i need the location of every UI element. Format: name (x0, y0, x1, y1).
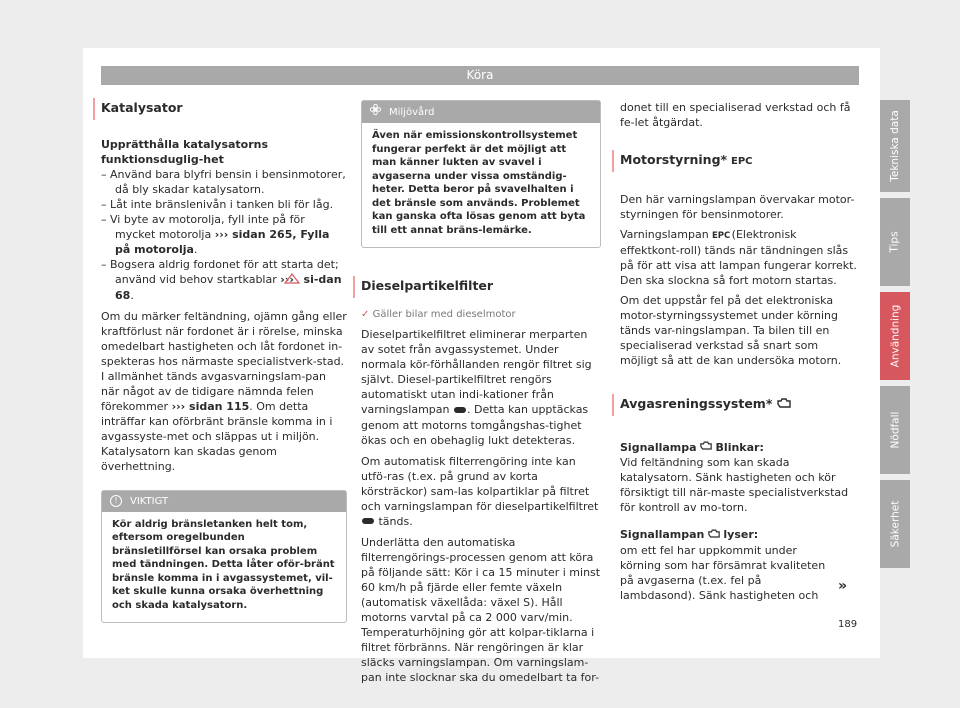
section-title-motor: Motorstyrning* EPC (620, 152, 858, 176)
paragraph: Underlätta den automatiska filterrengörings-processen genom att köra på följande sätt: Kör i ca 15 minuter i minst 60 km/h på fjärde eller femte växeln (automatisk växellåda: växel S). Håll motorns varvtal på ca 2 000 varv/min. Temperaturhöjning gör att kolpar-tiklarna i filtret förbränns. När rengöringen är klar släcks varningslampan. Om varningslam-pan inte slocknar ska du omedelbart ta for- (361, 536, 601, 684)
bullet-list (101, 167, 347, 303)
page-link[interactable]: ››› sidan 265, Fylla på motorolja (115, 228, 330, 256)
particle-filter-icon (361, 514, 375, 529)
tab-tips[interactable]: Tips (880, 198, 910, 286)
page-link[interactable]: ››› si-dan 68 (115, 273, 342, 302)
paragraph: om ett fel har uppkommit under körning som har försämrat kvaliteten på avgaserna (t.ex. fel på lambdasond). Sänk hastigheten och (620, 543, 826, 602)
environment-box (361, 100, 601, 248)
list-item: – Vi byte av motorolja, fyll inte på för mycket motorolja ››› sidan 265, Fylla på motorolja. (101, 212, 347, 257)
list-item: – Låt inte bränslenivån i tanken bli för låg. (101, 197, 347, 212)
paragraph: Om du märker feltändning, ojämn gång eller kraftförlust när fordonet är i rörelse, minska omedelbart hastigheten och låt fordonet in-spekteras hos närmaste specialistverk-stad. I allmänhet tänds avgasvarningslam-pan när något av de tidigare nämnda felen förekommer ››› sidan 115. Om detta inträffar kan oförbränt bränsle komma in i avgassyste-met och släppas ut i miljön. Katalysatorn kan skadas genom överhettning. (101, 309, 347, 473)
environment-box-text: Även när emissionskontrollsystemet fungerar perfekt är det möjligt att man känner lukten av svavel i avgaserna under vissa omständig-heter. Detta beror på svavelhalten i det bränsle som används. Problemet kan ganska ofta lösas genom att byta till ett annat bräns-lemärke. (372, 130, 586, 236)
signal-heading: Signallampan lyser: (620, 528, 759, 541)
column-katalysator (101, 100, 347, 623)
page-header: Köra (101, 66, 859, 85)
svg-text:EPC: EPC (731, 156, 753, 167)
tab-nodfall[interactable]: Nödfall (880, 386, 910, 474)
epc-icon (731, 153, 753, 168)
warning-box (101, 490, 347, 624)
engine-icon (777, 397, 791, 412)
warning-triangle-icon (298, 273, 300, 288)
paragraph: Varningslampan EPC (Elektronisk effektkont-roll) tänds när tändningen slås på för att visa att lampan fungerar korrekt. Den ska slockna så fort motorn startas. (620, 228, 857, 287)
environment-box-header: Miljövård (362, 101, 600, 123)
section-title-katalysator: Katalysator (101, 100, 347, 123)
list-item: – Använd bara blyfri bensin i bensinmotorer, då bly skadar katalysatorn. (101, 167, 347, 197)
page-number: 189 (838, 619, 858, 630)
continue-arrow: » (838, 578, 848, 594)
tab-anvandning[interactable]: Användning (880, 292, 910, 380)
particle-filter-icon (453, 403, 467, 418)
engine-icon (708, 528, 720, 543)
section-title-diesel: Dieselpartikelfilter (361, 278, 601, 301)
column-diesel (361, 100, 601, 685)
column-motor (620, 100, 858, 603)
info-circle-icon: ! (110, 495, 122, 507)
tab-tekniska-data[interactable]: Tekniska data (880, 100, 910, 192)
lead-heading: Upprätthålla katalysatorns funktionsduglig-het (101, 138, 269, 166)
page-link[interactable]: ››› sidan 115 (171, 399, 250, 413)
signal-heading: Signallampa Blinkar: (620, 440, 764, 454)
list-item: – Bogsera aldrig fordonet för att starta det; använd vid behov startkablar ››› si-dan 68. (101, 257, 347, 303)
svg-text:EPC: EPC (712, 230, 731, 241)
paragraph: Dieselpartikelfiltret eliminerar merparten av sotet från avgassystemet. Under normala kör-förhållanden rengör filtret sig självt. Diesel-partikelfiltret rengörs automatiskt utan indi-kationer från varningslampan . Detta kan upptäckas genom att motorns tomgångshas-tighet ökas och en obehaglig lukt detekteras. (361, 328, 592, 447)
epc-icon (712, 228, 731, 243)
tab-sakerhet[interactable]: Säkerhet (880, 480, 910, 568)
paragraph: Om automatisk filterrengöring inte kan utfö-ras (t.ex. på grund av korta körsträckor) sam-las kolpartiklar på filtret och varningslampan för dieselpartikelfiltret tänds. (361, 454, 599, 528)
applies-note: ✓ Gäller bilar med dieselmotor (361, 309, 516, 320)
engine-icon (700, 440, 712, 455)
flower-icon (370, 104, 381, 120)
warning-box-header: ! VIKTIGT (102, 491, 346, 512)
paragraph: donet till en specialiserad verkstad och få fe-let åtgärdat. (620, 101, 851, 129)
section-title-exhaust: Avgasreningssystem* (620, 396, 858, 420)
paragraph: Om det uppstår fel på det elektroniska motor-styrningssystemet under körning tänds var-ningslampan. Ta bilen till en specialiserad verkstad så snart som möjligt så att de kan undersöka motorn. (620, 293, 842, 367)
paragraph: Vid feltändning som kan skada katalysatorn. Sänk hastigheten och kör försiktigt till när-maste specialistverkstad för kontroll av mo-torn. (620, 456, 849, 514)
section-sidebar (880, 100, 910, 574)
check-icon: ✓ (361, 309, 370, 320)
paragraph: Den här varningslampan övervakar motor-styrningen för bensinmotorer. (620, 193, 855, 221)
warning-box-text: Kör aldrig bränsletanken helt tom, eftersom oregelbunden bränsletillförsel kan orsaka problem med tändningen. Detta låter oför-bränt bränsle komma in i avgassystemet, vil-ket skulle kunna orsaka överhettning och skada katalysatorn. (112, 518, 335, 611)
